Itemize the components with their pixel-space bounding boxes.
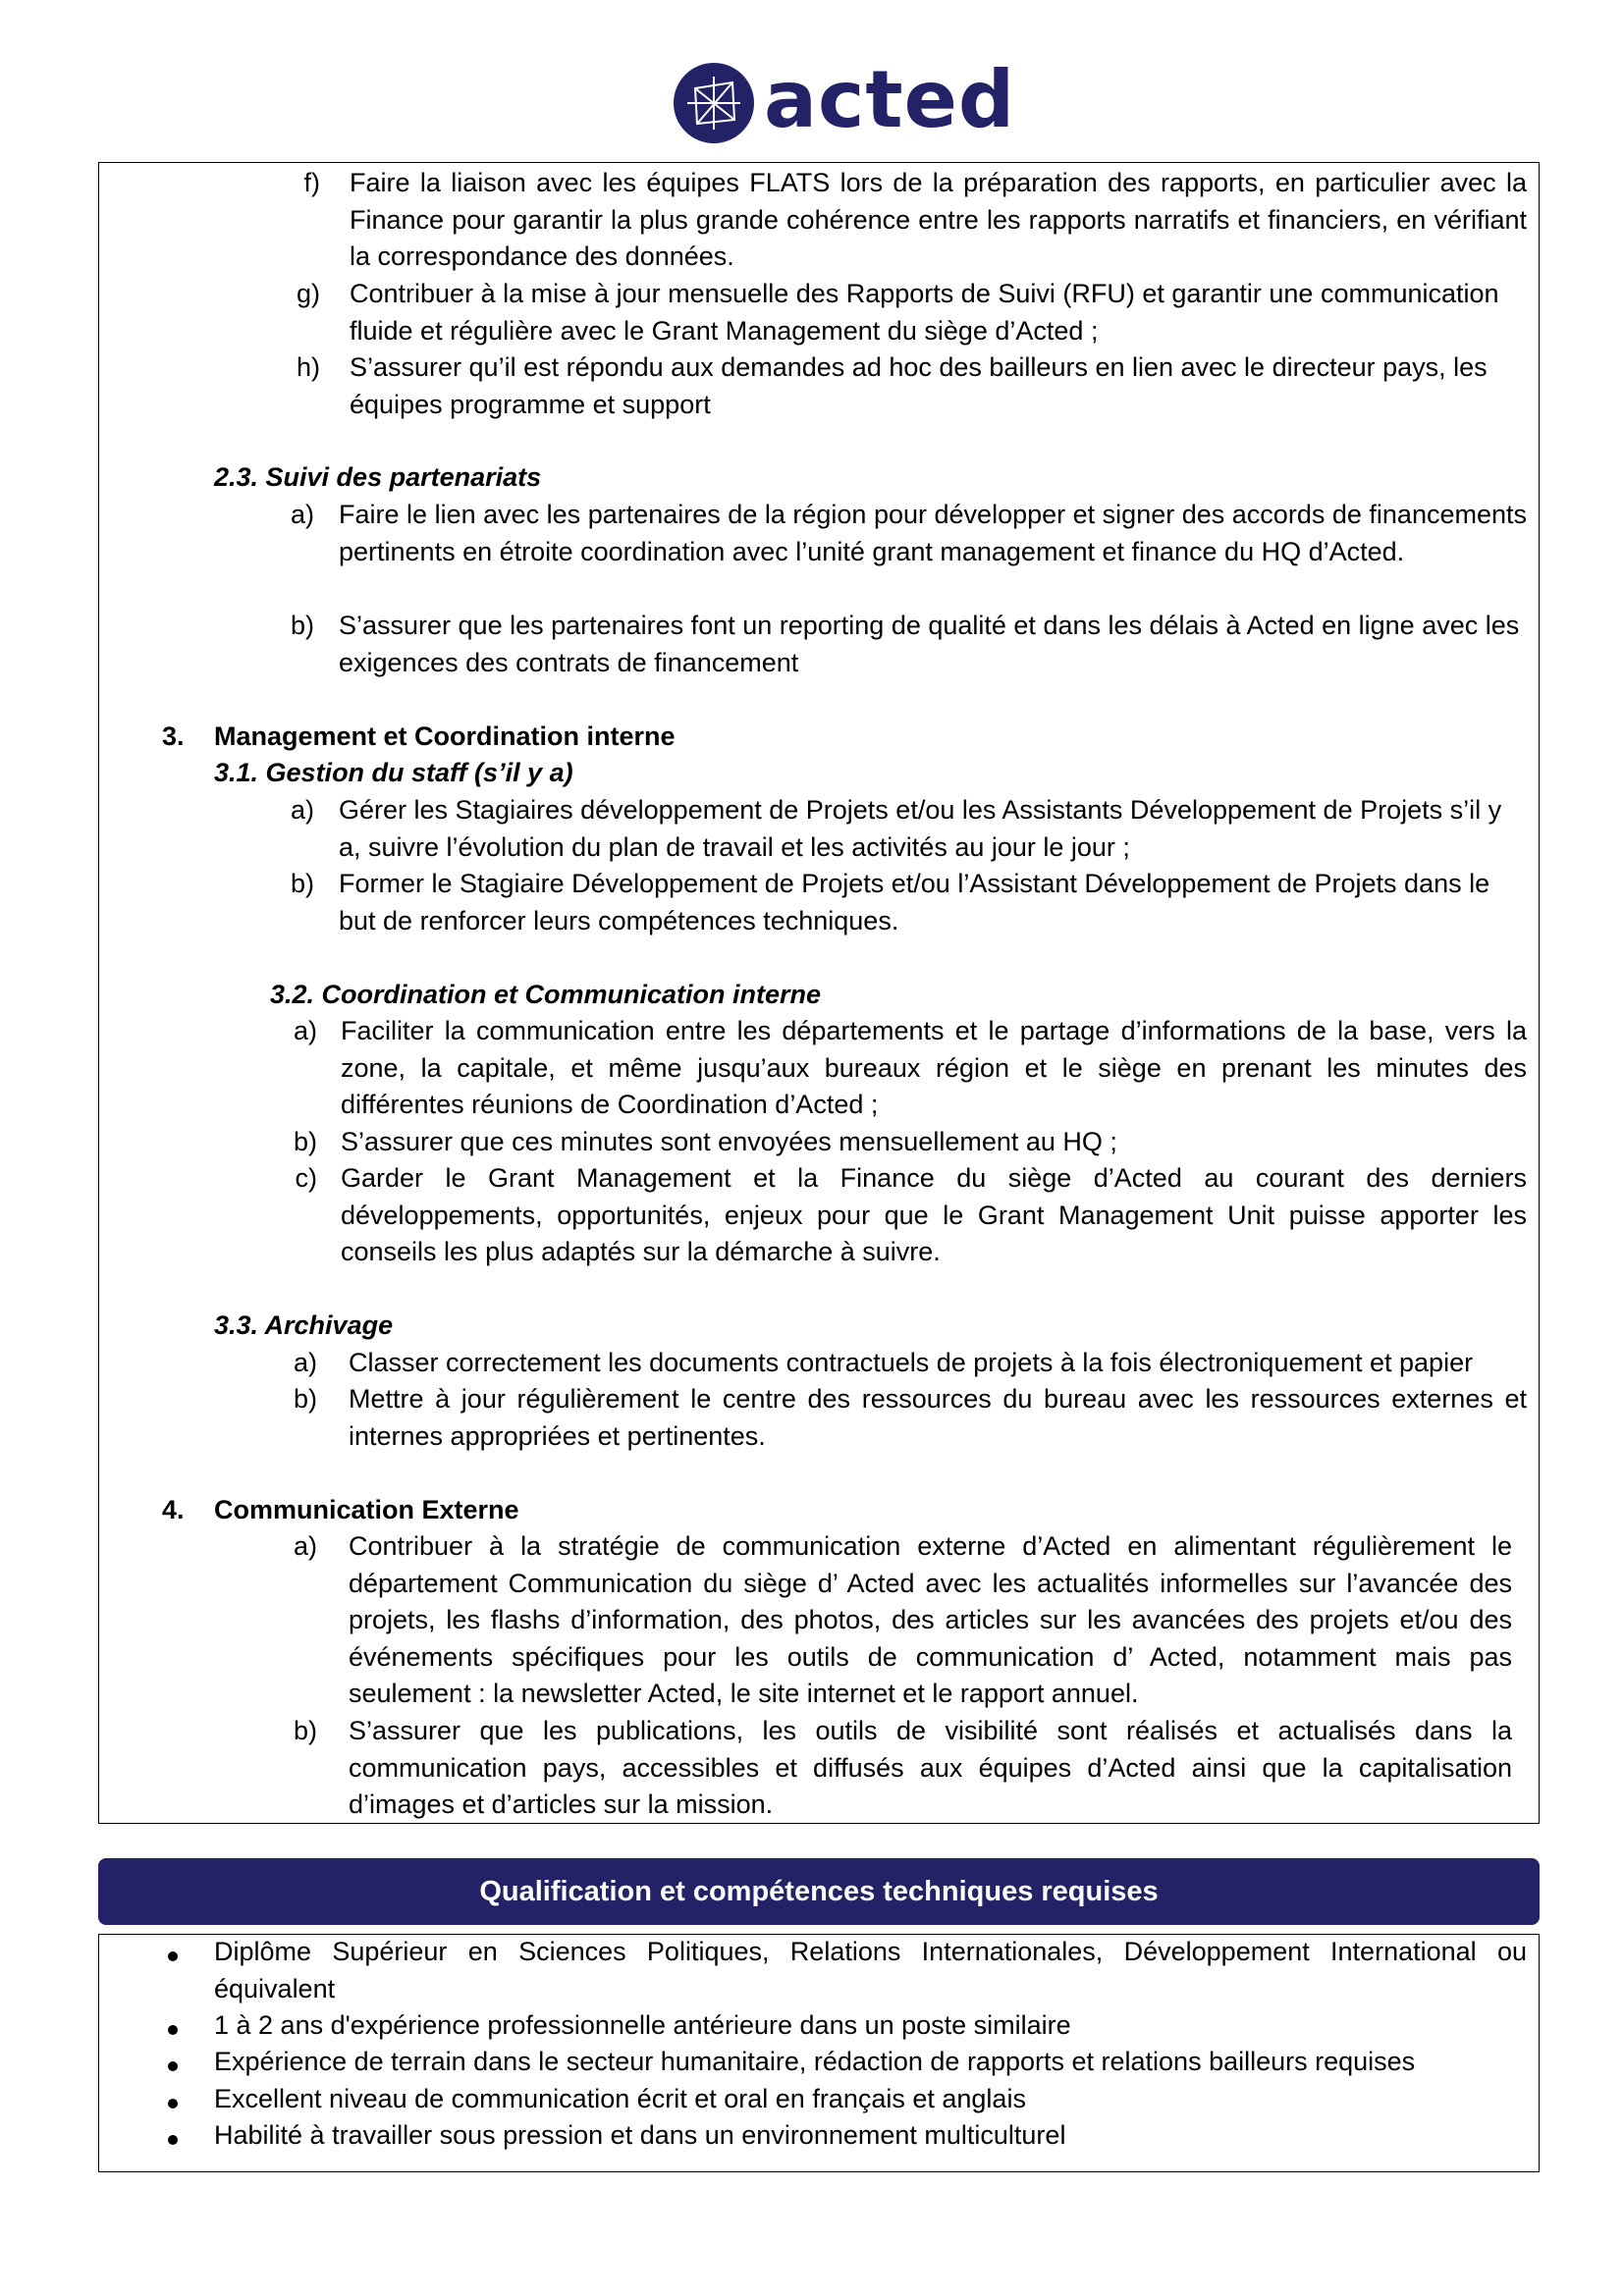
item-label: b): [290, 869, 314, 898]
item-text: Contribuer à la stratégie de communication externe d’Acted en alimentant régulièrement le département Communication du siège d’ Acted avec les actualités informelles sur l’avancée des projets, les flashs d’information, des photos, des articles sur les avancées des projets et/ou des événements spécifiques pour les outils de communication d’ Acted, notamment mais pas seulement : la newsletter Acted, le site internet et le rapport annuel.: [349, 1531, 1512, 1708]
acted-logo-mark-icon: [674, 63, 754, 143]
bullet-icon: [168, 2025, 178, 2035]
item-text: Garder le Grant Management et la Finance du siège d’Acted au courant des derniers développements, opportunités, enjeux pour que le Grant Management Unit puisse apporter les conseils les plus adaptés sur la démarche à suivre.: [341, 1163, 1527, 1266]
subsection-title: 3.3. Archivage: [214, 1310, 394, 1340]
section-title: Management et Coordination interne: [214, 721, 676, 751]
bullet-icon: [168, 2099, 178, 2109]
item-text: S’assurer que les partenaires font un reporting de qualité et dans les délais à Acted en ligne avec les exigences des contrats de financement: [339, 611, 1520, 677]
item-text: Classer correctement les documents contractuels de projets à la fois électroniquement et papier: [349, 1348, 1474, 1377]
item-label: a): [293, 1016, 317, 1045]
item-text: Contribuer à la mise à jour mensuelle des Rapports de Suivi (RFU) et garantir une communication fluide et régulière avec le Grant Management du siège d’Acted ;: [350, 279, 1499, 346]
brand-name: acted: [764, 54, 1016, 145]
bullet-icon: [168, 2135, 178, 2145]
item-text: Mettre à jour régulièrement le centre des ressources du bureau avec les ressources externes et internes appropriées et pertinentes.: [349, 1384, 1527, 1451]
item-label: b): [293, 1716, 317, 1745]
item-text: S’assurer que les publications, les outils de visibilité sont réalisés et actualisés dans la communication pays, accessibles et diffusés aux équipes d’Acted ainsi que la capitalisation d’images et d’articles sur la mission.: [349, 1716, 1512, 1819]
list-item: 1 à 2 ans d'expérience professionnelle antérieure dans un poste similaire: [214, 2010, 1071, 2040]
list-item: Expérience de terrain dans le secteur humanitaire, rédaction de rapports et relations bailleurs requises: [214, 2047, 1416, 2076]
list-item: Diplôme Supérieur en Sciences Politiques, Relations Internationales, Développement International ou équivalent: [214, 1937, 1527, 2003]
list-item: Habilité à travailler sous pression et dans un environnement multiculturel: [214, 2120, 1066, 2150]
item-label: b): [290, 611, 314, 640]
item-label: a): [290, 500, 314, 529]
subsection-title: 2.3. Suivi des partenariats: [214, 462, 542, 492]
item-text: Former le Stagiaire Développement de Projets et/ou l’Assistant Développement de Projets dans le but de renforcer leurs compétences techniques.: [339, 869, 1490, 935]
subsection-title: 3.2. Coordination et Communication interne: [270, 980, 822, 1009]
item-text: Faciliter la communication entre les départements et le partage d’informations de la base, vers la zone, la capitale, et même jusqu’aux bureaux région et le siège en prenant les minutes des différentes réunions de Coordination d’Acted ;: [341, 1016, 1527, 1119]
section-number: 3.: [162, 721, 185, 751]
acted-logo: [674, 54, 1016, 149]
item-text: S’assurer qu’il est répondu aux demandes ad hoc des bailleurs en lien avec le directeur pays, les équipes programme et support: [350, 352, 1488, 419]
bullet-icon: [168, 2061, 178, 2071]
item-label: a): [293, 1531, 317, 1561]
item-label: h): [296, 352, 320, 382]
section-title: Communication Externe: [214, 1495, 519, 1524]
bullet-icon: [168, 1951, 178, 1961]
item-text: Faire la liaison avec les équipes FLATS lors de la préparation des rapports, en particulier avec la Finance pour garantir la plus grande cohérence entre les rapports narratifs et financiers, en vérifiant la correspondance des données.: [350, 168, 1527, 271]
item-label: a): [290, 795, 314, 825]
item-label: f): [303, 168, 320, 197]
item-label: b): [293, 1127, 317, 1156]
subsection-title: 3.1. Gestion du staff (s’il y a): [214, 758, 573, 787]
item-label: a): [293, 1348, 317, 1377]
item-text: Faire le lien avec les partenaires de la région pour développer et signer des accords de financements pertinents en étroite coordination avec l’unité grant management et finance du HQ d’Acted.: [339, 500, 1527, 566]
item-text: S’assurer que ces minutes sont envoyées mensuellement au HQ ;: [341, 1127, 1117, 1156]
item-label: b): [293, 1384, 317, 1414]
list-item: Excellent niveau de communication écrit et oral en français et anglais: [214, 2084, 1026, 2113]
qualifications-banner: Qualification et compétences techniques requises: [98, 1858, 1540, 1925]
item-label: g): [296, 279, 320, 308]
item-label: c): [295, 1163, 317, 1193]
section-number: 4.: [162, 1495, 185, 1524]
item-text: Gérer les Stagiaires développement de Projets et/ou les Assistants Développement de Projets s’il y a, suivre l’évolution du plan de travail et les activités au jour le jour ;: [339, 795, 1502, 862]
